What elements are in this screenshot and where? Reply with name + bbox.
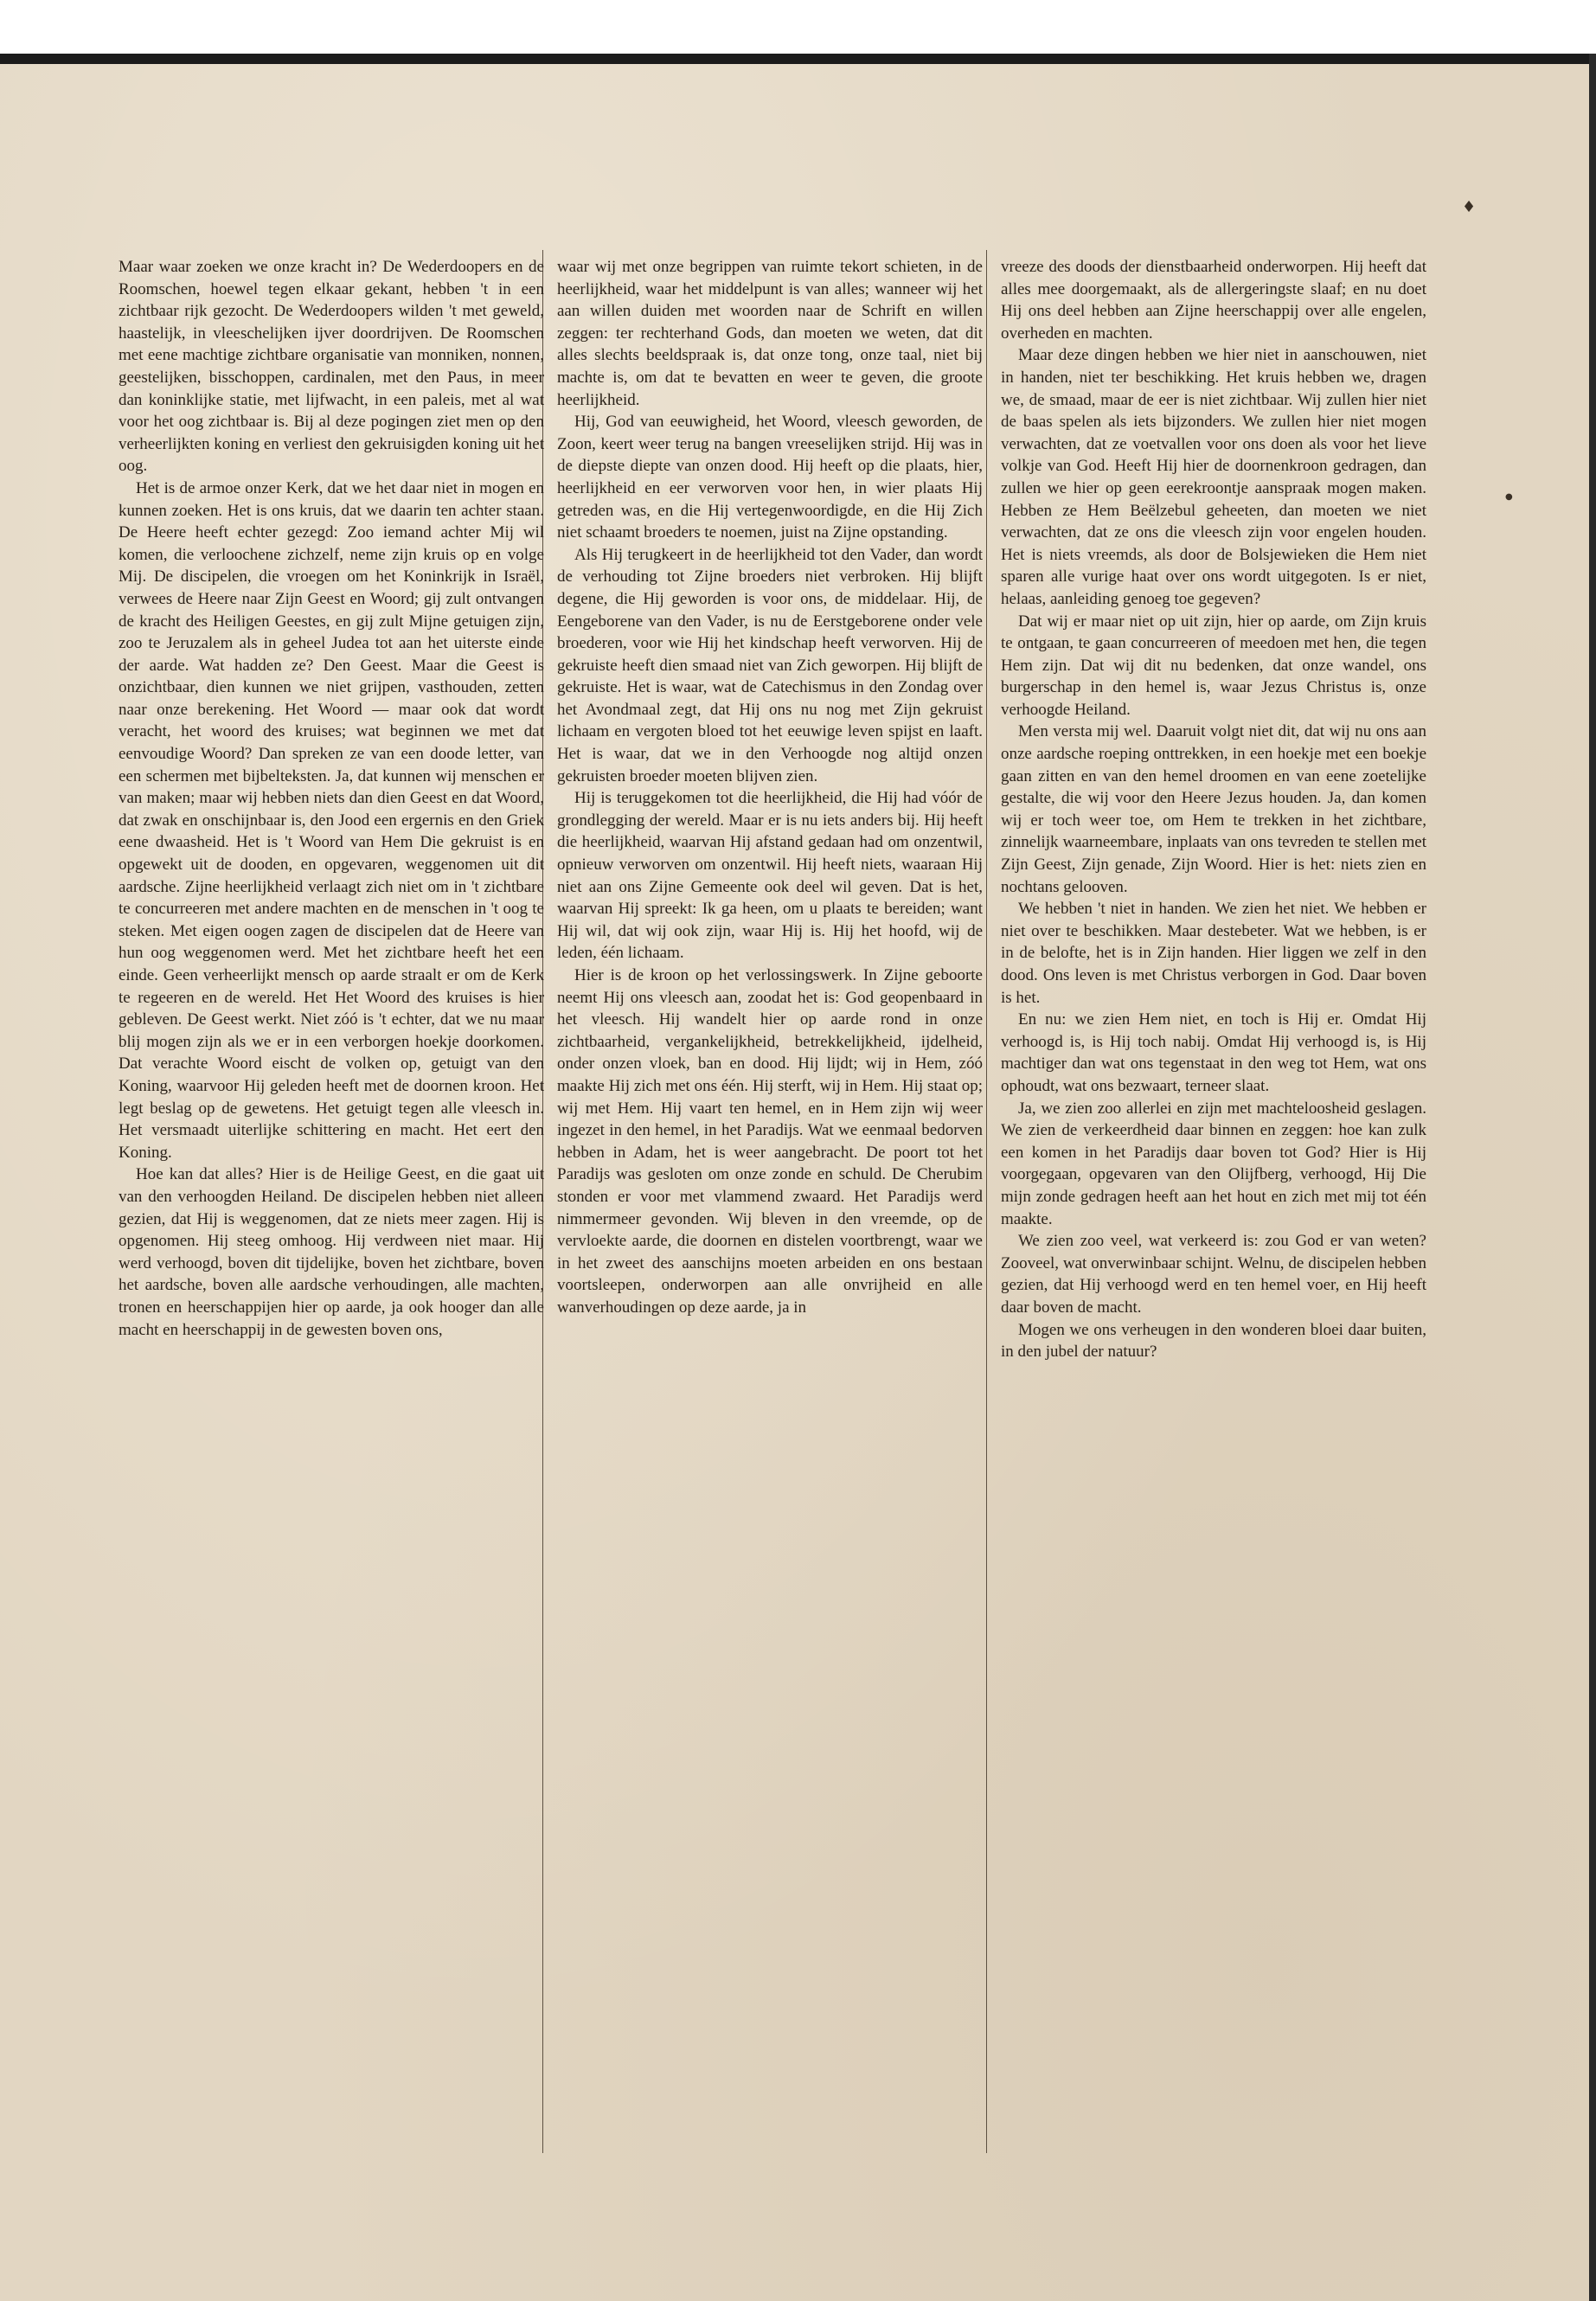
text-column-1 bbox=[119, 256, 544, 1341]
ink-speck: ♦ bbox=[1462, 198, 1477, 216]
paragraph: Het is de armoe onzer Kerk, dat we het daar niet in mogen en kunnen zoeken. Het is ons kruis, dat we daarin ten achter staan. De Heere heeft echter gezegd: Zoo iemand achter Mij wil komen, die verloochene zichzelf, neme zijn kruis op en volge Mij. De discipelen, die vroegen om het Koninkrijk in Israël, verwees de Heere naar Zijn Geest en Woord; gij zult ontvangen de kracht des Heiligen Geestes, en gij zult Mijne getuigen zijn, zoo te Jeruzalem als in geheel Judea tot aan het uiterste einde der aarde. Wat hadden ze? Den Geest. Maar die Geest is onzichtbaar, dien kunnen we niet grijpen, vasthouden, zetten naar onze berekening. Het Woord — maar ook dat wordt veracht, het woord des kruises; wat beginnen we met dat eenvoudige Woord? Dan spreken ze van een doode letter, van een schermen met bijbelteksten. Ja, dat kunnen wij menschen er van maken; maar wij hebben niets dan dien Geest en dat Woord, dat zwak en onschijnbaar is, den Jood een ergernis en den Griek eene dwaasheid. Het is 't Woord van Hem Die gekruist is en opgewekt uit de dooden, en opgevaren, weggenomen uit dit aardsche. Zijne heerlijkheid verlaagt zich niet om in 't zichtbare te concurreeren met andere machten en de menschen in 't oog te steken. Met eigen oogen zagen de discipelen dat de Heere van hun oog weggenomen werd. Met het zichtbare heeft het een einde. Geen verheerlijkt mensch op aarde straalt er om de Kerk te regeeren en de wereld. Het Het Woord des kruises is hier gebleven. De Geest werkt. Niet zóó is 't echter, dat we nu maar blij mogen zijn als we er in een verborgen hoekje doorkomen. Dat verachte Woord eischt de volken op, getuigt van den Koning, waarvoor Hij geleden heeft met de doornen kroon. Het legt beslag op de gewetens. Het getuigt tegen alle vleesch in. Het versmaadt uiterlijke schittering en macht. Het eert den Koning. bbox=[119, 478, 544, 1162]
newspaper-page bbox=[0, 64, 1589, 2301]
paragraph: Maar waar zoeken we onze kracht in? De Wederdoopers en de Roomschen, hoewel tegen elkaar gekant, hebben 't in een zichtbaar rijk gezocht. De Wederdoopers wilden 't met geweld, haastelijk, in vleeschelijken ijver doordrijven. De Roomschen met eene machtige zichtbare organisatie van monniken, nonnen, geestelijken, bisschoppen, cardinalen, met den Paus, in meer dan koninklijke statie, met lijfwacht, in een paleis, met al wat voor het oog zichtbaar is. Bij al deze pogingen ziet men op den verheerlijkten koning en verliest den gekruisigden koning uit het oog. bbox=[119, 258, 544, 476]
text-column-3 bbox=[1001, 256, 1426, 1363]
paragraph: Mogen we ons verheugen in den wonderen bloei daar buiten, in den jubel der natuur? bbox=[1001, 1320, 1426, 1362]
column-divider bbox=[986, 250, 987, 2153]
paragraph: Maar deze dingen hebben we hier niet in aanschouwen, niet in handen, niet ter beschikking. Het kruis hebben we, dragen we, de smaad, maar de eer is niet zichtbaar. Wij zullen hier niet de baas spelen als iets bijzonders. We zullen hier niet mogen verwachten, dat ze voetvallen voor ons doen als voor het lieve volkje van God. Heeft Hij hier de doornenkroon gedragen, dan zullen we hier op geen eerekroontje aanspraak mogen maken. Hebben ze Hem Beëlzebul geheeten, dan moeten we niet verwachten, dat ze ons die vleesch zijn voor engelen houden. Het is niets vreemds, als door de Bolsjewieken die Hem niet sparen alle vurige haat over ons wordt uitgegoten. Is er niet, helaas, aanleiding genoeg toe gegeven? bbox=[1001, 346, 1426, 608]
text-column-2 bbox=[557, 256, 983, 1319]
paragraph: Hij, God van eeuwigheid, het Woord, vleesch geworden, de Zoon, keert weer terug na bangen vreeselijken strijd. Hij was in de diepste diepte van onzen dood. Hij heeft op die plaats, hier, heerlijkheid en eer verworven voor hen, in wier plaats Hij getreden was, en die Hij vertegenwoordigde, en die Hij Zich niet schaamt broeders te noemen, juist na Zijne opstanding. bbox=[557, 413, 983, 542]
paragraph: Hier is de kroon op het verlossingswerk. In Zijne geboorte neemt Hij ons vleesch aan, zoodat het is: God geopenbaard in het vleesch. Hij wandelt hier op aarde rond in onze zichtbaarheid, vergankelijkheid, betrekkelijkheid, ijdelheid, onder onzen vloek, ban en dood. Hij lijdt; wij in Hem, zóó maakte Hij zich met ons één. Hij sterft, wij in Hem. Hij staat op; wij met Hem. Hij vaart ten hemel, en in Hem zijn wij weer ingezet in den hemel, in het Paradijs. Wat we eenmaal bedorven hebben in Adam, het is weer aangebracht. De poort tot het Paradijs was gesloten om onze zonde en schuld. De Cherubim stonden er voor met vlammend zwaard. Het Paradijs werd nimmermeer gevonden. Wij bleven in den vreemde, op de vervloekte aarde, die doornen en distelen voortbrengt, waar we in het zweet des aanschijns moeten arbeiden en ons bestaan voortsleepen, onderworpen aan alle onvrijheid en alle wanverhoudingen op deze aarde, ja in bbox=[557, 966, 983, 1317]
paragraph: vreeze des doods der dienstbaarheid onderworpen. Hij heeft dat alles mee doorgemaakt, als de allergeringste slaaf; en nu doet Hij ons deel hebben aan Zijne heerschappij over alle engelen, overheden en machten. bbox=[1001, 258, 1426, 343]
paragraph: Ja, we zien zoo allerlei en zijn met machteloosheid geslagen. We zien de verkeerdheid daar binnen en zeggen: hoe kan zulk een komen in het Paradijs daar boven tot God? Hier is Hij voorgegaan, opgevaren van den Olijfberg, verhoogd, Hij Die mijn zonde gedragen heeft aan het hout en zich met mij tot één maakte. bbox=[1001, 1099, 1426, 1228]
paragraph: En nu: we zien Hem niet, en toch is Hij er. Omdat Hij verhoogd is, is Hij toch nabij. Omdat Hij verhoogd is, is Hij machtiger dan wat ons tegenstaat in den weg tot Hem, wat ons ophoudt, wat ons bezwaart, terneer slaat. bbox=[1001, 1010, 1426, 1095]
paragraph: Men versta mij wel. Daaruit volgt niet dit, dat wij nu ons aan onze aardsche roeping onttrekken, in een hoekje met een boekje gaan zitten en van den hemel droomen en van eene zoetelijke gestalte, die wij voor den Heere Jezus houden. Ja, dan komen wij er toch weer toe, om Hem te trekken in het zichtbare, zinnelijk waarneembare, inplaats van ons tevreden te stellen met Zijn Geest, Zijn genade, Zijn Woord. Hier is het: niets zien en nochtans gelooven. bbox=[1001, 722, 1426, 896]
paragraph: Dat wij er maar niet op uit zijn, hier op aarde, om Zijn kruis te ontgaan, te gaan concurreeren of meedoen met hen, die tegen Hem zijn. Dat wij dit nu bedenken, dat onze wandel, ons burgerschap in den hemel is, waar Jezus Christus is, onze verhoogde Heiland. bbox=[1001, 612, 1426, 719]
paragraph: Hoe kan dat alles? Hier is de Heilige Geest, en die gaat uit van den verhoogden Heiland. De discipelen hebben niet alleen gezien, dat Hij is weggenomen, dat ze niets meer zagen. Hij is opgenomen. Hij steeg omhoog. Hij verdween niet maar. Hij werd verhoogd, boven dit tijdelijke, boven het zichtbare, boven het aardsche, boven alle aardsche verhoudingen, alle machten, tronen en heerschappijen hier op aarde, ja ook hooger dan alle macht en heerschappij in de gewesten boven ons, bbox=[119, 1165, 544, 1339]
scan-right-border bbox=[1589, 54, 1596, 2301]
paragraph: We zien zoo veel, wat verkeerd is: zou God er van weten? Zooveel, wat onverwinbaar schijnt. Welnu, de discipelen hebben gezien, dat Hij verhoogd werd en ten hemel voer, en Hij heeft daar boven de macht. bbox=[1001, 1232, 1426, 1317]
paragraph: We hebben 't niet in handen. We zien het niet. We hebben er niet over te beschikken. Maar destebeter. Wat we hebben, is er in de belofte, het is in Zijn handen. Hier liggen we zelf in den dood. Ons leven is met Christus verborgen in God. Daar boven is het. bbox=[1001, 900, 1426, 1007]
scan-top-border bbox=[0, 54, 1596, 64]
paragraph: Als Hij terugkeert in de heerlijkheid tot den Vader, dan wordt de verhouding tot Zijne broeders niet verbroken. Hij blijft degene, die Hij geworden is voor ons, de middelaar. Hij, de Eengeborene van den Vader, is nu de Eerstgeborene onder vele broederen, voor wie Hij het kindschap heeft verworven. Hij de gekruiste heeft dien smaad niet van Zich geworpen. Hij blijft de gekruiste. Het is waar, wat de Catechismus in den Zondag over het Avondmaal zegt, dat Hij ons nu nog met Zijn gekruist lichaam en vergoten bloed tot het eeuwige leven spijst en laaft. Het is waar, dat we in den Verhoogde nog altijd onzen gekruisten broeder moeten blijven zien. bbox=[557, 545, 983, 785]
paragraph: waar wij met onze begrippen van ruimte tekort schieten, in de heerlijkheid, waar het middelpunt is van alles; wanneer wij het aan willen duiden met woorden naar de Schrift en willen zeggen: ter rechterhand Gods, dan moeten we weten, dat dit alles slechts beeldspraak is, dat onze tong, onze taal, niet bij machte is, om dat te bevatten en weer te geven, die groote heerlijkheid. bbox=[557, 258, 983, 409]
paragraph: Hij is teruggekomen tot die heerlijkheid, die Hij had vóór de grondlegging der wereld. Maar er is nu iets anders bij. Hij heeft die heerlijkheid, waarvan Hij afstand gedaan had om onzentwil, opnieuw verworven om onzentwil. Hij heeft niets, waaraan Hij niet aan ons Zijne Gemeente ook deel wil geven. Dat is het, waarvan Hij spreekt: Ik ga heen, om u plaats te bereiden; want Hij wil, dat wij ook zijn, waar Hij is. Hij het hoofd, wij de leden, één lichaam. bbox=[557, 789, 983, 963]
ink-speck: ● bbox=[1505, 492, 1513, 502]
